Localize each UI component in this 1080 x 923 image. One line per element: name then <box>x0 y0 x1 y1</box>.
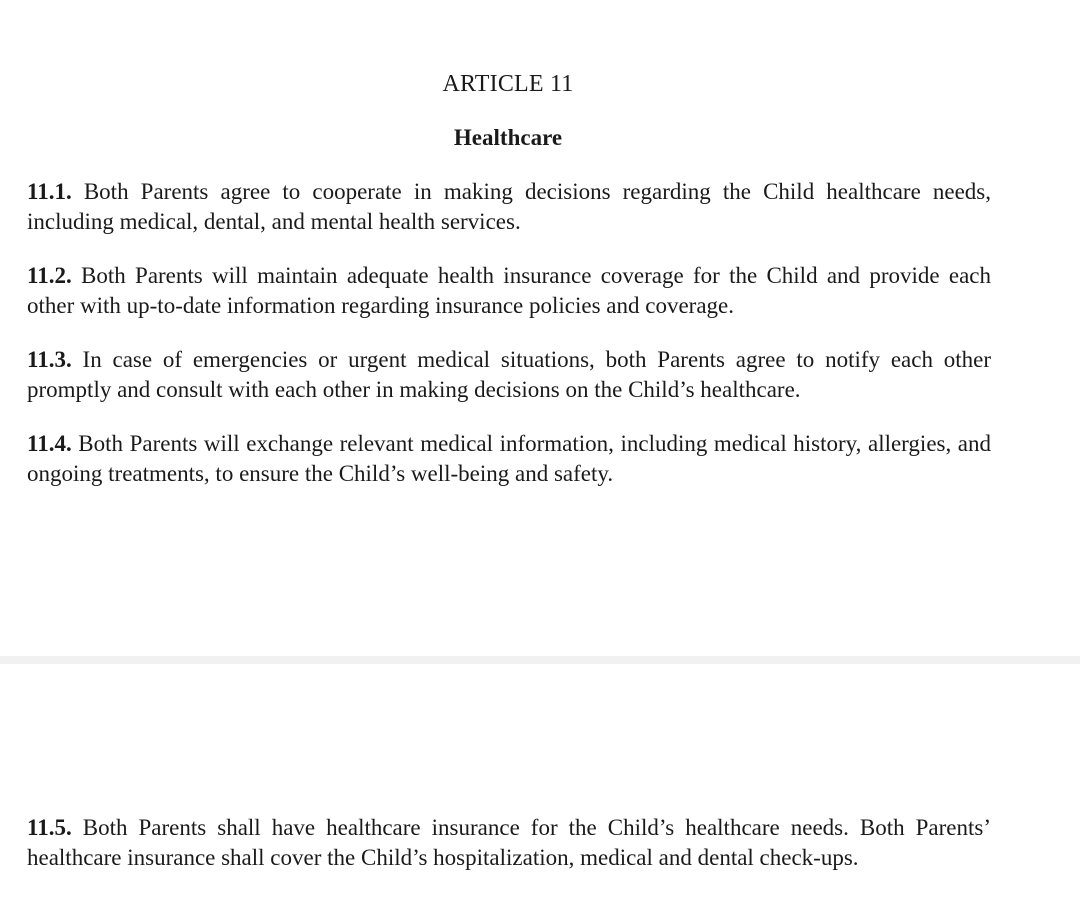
clause-number: 11.1. <box>27 179 72 204</box>
clause-11-1 <box>27 177 991 237</box>
document-page-2 <box>0 664 1080 923</box>
clause-11-4 <box>27 429 991 489</box>
clause-number: 11.2. <box>27 263 72 288</box>
clause-11-5 <box>27 813 991 873</box>
clause-11-3 <box>27 345 991 405</box>
clause-number: 11.5. <box>27 815 72 840</box>
page-separator <box>0 656 1080 664</box>
clause-11-2 <box>27 261 991 321</box>
article-heading: ARTICLE 11 <box>442 71 574 97</box>
clause-text: Both Parents shall have healthcare insurance for the Child’s healthcare needs. Both Parents’ healthcare insurance shall cover the Child’s hospitalization, medical and dental check-ups. <box>27 815 992 870</box>
clause-text: In case of emergencies or urgent medical situations, both Parents agree to notify each other promptly and consult with each other in making decisions on the Child’s healthcare. <box>27 347 992 402</box>
clause-text: Both Parents will exchange relevant medical information, including medical history, allergies, and ongoing treatments, to ensure the Child’s well-being and safety. <box>27 431 991 486</box>
section-title: Healthcare <box>453 125 563 150</box>
clause-number: 11.3. <box>27 347 72 372</box>
clause-text: Both Parents will maintain adequate health insurance coverage for the Child and provide each other with up-to-date information regarding insurance policies and coverage. <box>27 263 991 318</box>
clause-number: 11.4. <box>27 431 72 456</box>
clause-text: Both Parents agree to cooperate in making decisions regarding the Child healthcare needs, including medical, dental, and mental health services. <box>27 179 992 234</box>
